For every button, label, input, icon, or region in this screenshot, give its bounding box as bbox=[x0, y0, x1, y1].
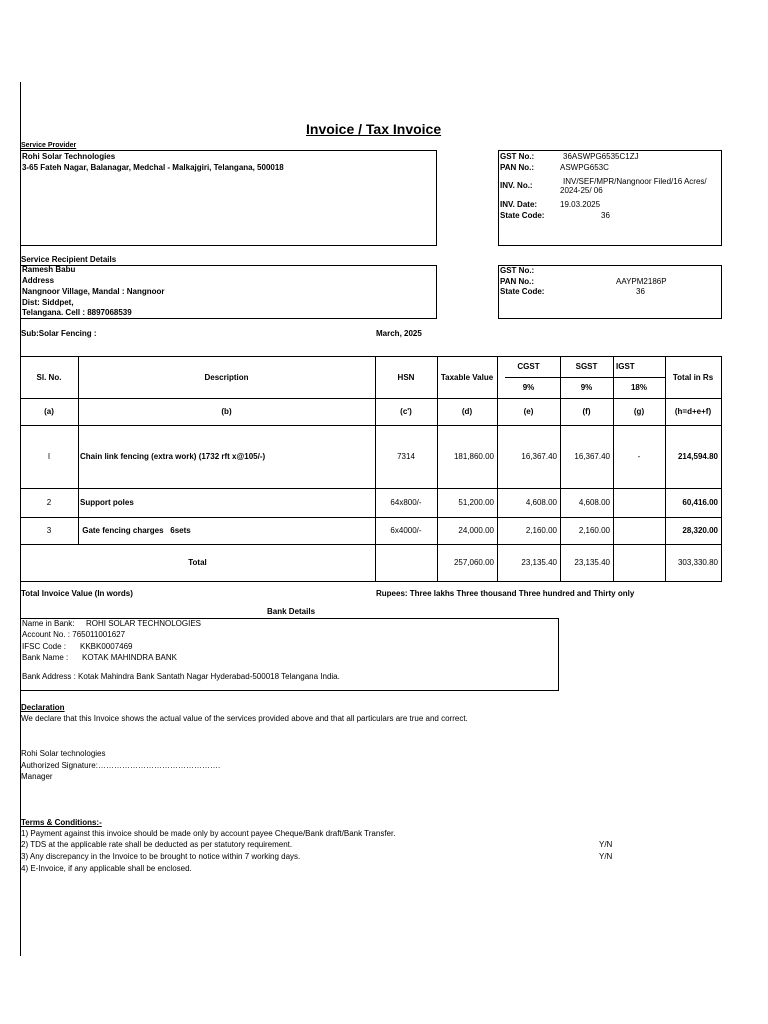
words-value: Rupees: Three lakhs Three thousand Three hundred and Thirty only bbox=[376, 589, 635, 598]
bank-name-line-value: KOTAK MAHINDRA BANK bbox=[82, 653, 177, 662]
total-taxable: 257,060.00 bbox=[453, 558, 494, 567]
terms-heading: Terms & Conditions:- bbox=[21, 818, 102, 827]
row-2-hsn: 64x800/- bbox=[390, 498, 422, 507]
recipient-address-label: Address bbox=[22, 276, 55, 285]
state-code-value: 36 bbox=[601, 211, 610, 220]
table-rule bbox=[20, 581, 722, 582]
recipient-gst-label: GST No.: bbox=[500, 266, 535, 275]
recipient-name: Ramesh Babu bbox=[22, 265, 76, 274]
recipient-line-1: Nangnoor Village, Mandal : Nangnoor bbox=[22, 287, 165, 296]
recipient-state-value: 36 bbox=[636, 287, 645, 296]
provider-heading: Service Provider bbox=[21, 142, 77, 149]
column-key: (d) bbox=[461, 407, 473, 416]
gst-label: GST No.: bbox=[500, 152, 535, 161]
row-1-sl: I bbox=[47, 452, 51, 461]
row-1-description: Chain link fencing (extra work) (1732 rft x@105/-) bbox=[80, 452, 266, 461]
row-3-cgst: 2,160.00 bbox=[525, 526, 557, 535]
total-row-label: Total bbox=[188, 558, 207, 567]
bank-name-label: Name in Bank: bbox=[22, 619, 75, 628]
provider-name: Rohi Solar Technologies bbox=[22, 152, 116, 161]
declaration-text: We declare that this Invoice shows the actual value of the services provided above and that all particulars are true and correct. bbox=[21, 714, 468, 723]
bank-ifsc-value: KKBK0007469 bbox=[80, 642, 133, 651]
signature-line: Authorized Signature:………………………………………. bbox=[21, 761, 221, 770]
header-cgst: CGST bbox=[517, 362, 540, 371]
recipient-pan-label: PAN No.: bbox=[500, 277, 535, 286]
total-sgst: 23,135.40 bbox=[574, 558, 610, 567]
header-igst: IGST bbox=[616, 362, 635, 371]
header-description: Description bbox=[204, 372, 249, 382]
total-cgst: 23,135.40 bbox=[521, 558, 557, 567]
terms-item: 2) TDS at the applicable rate shall be deducted as per statutory requirement. bbox=[21, 840, 293, 849]
pan-label: PAN No.: bbox=[500, 163, 535, 172]
column-key: (e) bbox=[523, 407, 534, 416]
header-hsn: HSN bbox=[397, 372, 415, 382]
row-2-sl: 2 bbox=[46, 498, 52, 507]
state-code-label: State Code: bbox=[500, 211, 545, 220]
bank-heading: Bank Details bbox=[267, 607, 316, 616]
row-3-sgst: 2,160.00 bbox=[578, 526, 610, 535]
row-3-hsn: 6x4000/- bbox=[390, 526, 422, 535]
row-2-sgst: 4,608.00 bbox=[578, 498, 610, 507]
header-taxable-value: Taxable Value bbox=[440, 372, 494, 382]
row-3-total: 28,320.00 bbox=[682, 526, 718, 535]
inv-date-label: INV. Date: bbox=[500, 200, 538, 209]
recipient-heading: Service Recipient Details bbox=[21, 255, 117, 264]
inv-label: INV. No.: bbox=[500, 181, 533, 190]
inv-value-1: INV/SEF/MPR/Nangnoor Filed/16 Acres/ bbox=[563, 177, 707, 186]
row-3-description: Gate fencing charges 6sets bbox=[80, 526, 191, 535]
row-2-igst bbox=[613, 488, 665, 517]
bank-ifsc-label: IFSC Code : bbox=[22, 642, 67, 651]
column-key: (h=d+e+f) bbox=[674, 407, 712, 416]
row-3-taxable: 24,000.00 bbox=[458, 526, 494, 535]
header-sgst: SGST bbox=[575, 362, 598, 371]
column-key: (g) bbox=[633, 407, 645, 416]
column-key: (c') bbox=[400, 407, 412, 416]
row-2-description: Support poles bbox=[80, 498, 134, 507]
header-sgst-rate: 9% bbox=[580, 383, 593, 392]
row-2-total: 60,416.00 bbox=[682, 498, 718, 507]
terms-item: 1) Payment against this invoice should be made only by account payee Cheque/Bank draft/Bank Transfer. bbox=[21, 829, 396, 838]
bank-name-line-label: Bank Name : bbox=[22, 653, 69, 662]
row-1-hsn: 7314 bbox=[397, 452, 415, 461]
recipient-state-label: State Code: bbox=[500, 287, 545, 296]
row-2-cgst: 4,608.00 bbox=[525, 498, 557, 507]
words-label: Total Invoice Value (In words) bbox=[21, 589, 133, 598]
row-3-igst bbox=[613, 517, 665, 544]
signature-company: Rohi Solar technologies bbox=[21, 749, 106, 758]
declaration-heading: Declaration bbox=[21, 703, 65, 712]
terms-item: 4) E-Invoice, if any applicable shall be enclosed. bbox=[21, 864, 192, 873]
terms-yn: Y/N bbox=[599, 852, 613, 861]
recipient-line-2: Dist: Siddpet, bbox=[22, 298, 74, 307]
recipient-pan-value: AAYPM2186P bbox=[616, 277, 667, 286]
column-key: (a) bbox=[44, 407, 54, 416]
invoice-month: March, 2025 bbox=[376, 329, 422, 338]
row-1-total: 214,594.80 bbox=[677, 452, 718, 461]
recipient-line-3: Telangana. Cell : 8897068539 bbox=[22, 308, 132, 317]
row-2-taxable: 51,200.00 bbox=[458, 498, 494, 507]
terms-yn: Y/N bbox=[599, 840, 613, 849]
column-key: (f) bbox=[582, 407, 591, 416]
column-key: (b) bbox=[221, 407, 232, 416]
row-3-sl: 3 bbox=[46, 526, 52, 535]
row-1-cgst: 16,367.40 bbox=[521, 452, 557, 461]
table-rule bbox=[721, 356, 722, 581]
bank-account: Account No. : 765011001627 bbox=[22, 630, 126, 639]
header-cgst-rate: 9% bbox=[522, 383, 535, 392]
provider-address: 3-65 Fateh Nagar, Balanagar, Medchal - Malkajgiri, Telangana, 500018 bbox=[22, 163, 284, 172]
inv-value-2: 2024-25/ 06 bbox=[560, 186, 603, 195]
row-1-sgst: 16,367.40 bbox=[574, 452, 610, 461]
row-1-igst: - bbox=[637, 452, 641, 461]
subject-line: Sub:Solar Fencing : bbox=[21, 329, 97, 338]
bank-name-value: ROHI SOLAR TECHNOLOGIES bbox=[86, 619, 201, 628]
header-sl-no: Sl. No. bbox=[36, 372, 62, 382]
signature-role: Manager bbox=[21, 772, 53, 781]
bank-address: Bank Address : Kotak Mahindra Bank Santath Nagar Hyderabad-500018 Telangana India. bbox=[22, 672, 340, 681]
row-1-taxable: 181,860.00 bbox=[453, 452, 494, 461]
total-grand: 303,330.80 bbox=[677, 558, 718, 567]
header-igst-rate: 18% bbox=[630, 383, 647, 392]
pan-value: ASWPG653C bbox=[560, 163, 609, 172]
inv-date-value: 19.03.2025 bbox=[560, 200, 601, 209]
terms-item: 3) Any discrepancy in the Invoice to be brought to notice within 7 working days. bbox=[21, 852, 301, 861]
page-title: Invoice / Tax Invoice bbox=[306, 121, 442, 137]
gst-value: 36ASWPG6535C1ZJ bbox=[563, 152, 639, 161]
header-total: Total in Rs bbox=[672, 372, 714, 382]
